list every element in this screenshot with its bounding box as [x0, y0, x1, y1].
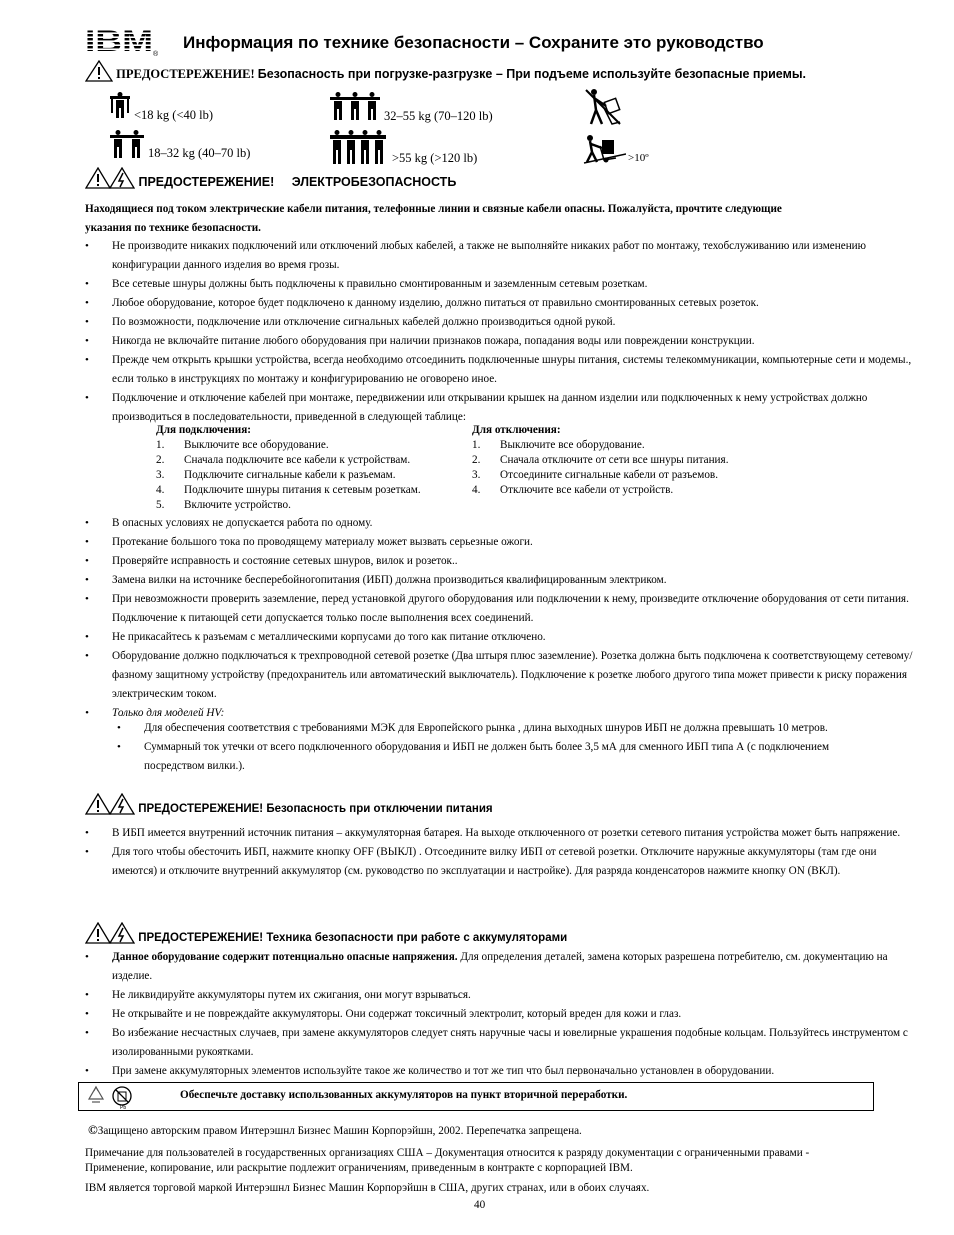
multi-person-lift-icon [330, 130, 386, 164]
recycle-icon [85, 1085, 107, 1107]
battery-heading-text: Техника безопасности при работе с аккумуляторами [266, 932, 568, 944]
power-off-heading-prefix: ПРЕДОСТЕРЕЖЕНИЕ! [138, 803, 264, 815]
two-person-lift-icon [110, 130, 144, 158]
battery-first-bold: Данное оборудование содержит потенциально опасные напряжения. [112, 951, 458, 963]
step-row: 4. Отключите все кабели от устройств. [472, 484, 674, 496]
list-item: • В ИБП имеется внутренний источник питания – аккумуляторная батарея. На выходе отключенного от розетки сетевого питания устройства может быть напряжение. [83, 824, 913, 843]
list-item: • Во избежание несчастных случаев, при замене аккумуляторов следует снять наручные часы и ювелирные украшения подобные кольцам. Пользуйтесь инструментом с изолированными рукоятками. [83, 1024, 923, 1062]
list-item: • В опасных условиях не допускается работа по одному. [83, 514, 913, 533]
three-person-lift-icon [330, 92, 380, 120]
step-row: 5. Включите устройство. [156, 499, 291, 511]
electrical-heading-prefix: ПРЕДОСТЕРЕЖЕНИЕ! [138, 175, 275, 189]
list-item: • Только для моделей HV: [83, 704, 913, 723]
step-text: Включите устройство. [184, 499, 291, 511]
electrical-intro-line2: указания по технике безопасности. [85, 222, 261, 234]
recycle-text: Обеспечьте доставку использованных аккумуляторов на пункт вторичной переработки. [180, 1089, 628, 1101]
disconnect-steps [472, 423, 792, 498]
step-row: 3. Подключите сигнальные кабели к разъемам. [156, 469, 396, 481]
list-item: • По возможности, подключение или отключение сигнальных кабелей должно производиться одной рукой. [83, 313, 913, 332]
battery-heading-prefix: ПРЕДОСТЕРЕЖЕНИЕ! [138, 932, 264, 944]
government-note-line1: Примечание для пользователей в государственных организациях США – Документация относится к разряду документации с ограниченными правами - [85, 1147, 810, 1159]
electrical-heading [85, 167, 456, 189]
lift-label-over-55kg: >55 kg (>120 lb) [392, 151, 478, 165]
list-item: • При невозможности проверить заземление, перед установкой другого оборудования или подключении к нему, произведите отключение оборудования от сети питания. Подключение к питающей сети допускается только после выполнения всех соединений. [83, 590, 913, 628]
ibm-logo [83, 26, 158, 58]
step-text: Отключите все кабели от устройств. [500, 484, 674, 496]
battery-heading [85, 922, 567, 944]
list-item: • Суммарный ток утечки от всего подключенного оборудования и ИБП не должен быть более 3,5 мА для сменного ИБП типа А (с подключением посредством вилки.). [115, 738, 885, 776]
battery-first-rest: Для определения деталей, замена которых разрешена потребителю, см. документацию на изделие. [112, 951, 888, 982]
lift-label-18-32kg: 18–32 kg (40–70 lb) [148, 146, 251, 160]
list-item: • Прежде чем открыть крышки устройства, всегда необходимо отсоединить подключенные шнуры питания, системы телекоммуникации, компьютерные сети и модемы., если только в инструкциях по монтажу и конфигурированию не оговорено иное. [83, 351, 913, 389]
list-item: • Подключение и отключение кабелей при монтаже, передвижении или открывании крышек на данном изделии или подключенных к нему устройствах должно производиться в последовательности, приведенной в следующей таблице: [83, 389, 913, 427]
warning-electric-icon [85, 922, 135, 944]
electrical-intro-line1: Находящиеся под током электрические кабели питания, телефонные линии и связные кабели опасны. Пожалуйста, прочтите следующие [85, 203, 782, 215]
no-hand-truck-icon [582, 86, 624, 128]
step-text: Отсоедините сигнальные кабели от разъемов. [500, 469, 718, 481]
list-item: • Никогда не включайте питание любого оборудования при наличии признаков пожара, попадания воды или повреждении конструкции. [83, 332, 913, 351]
step-row: 1. Выключите все оборудование. [472, 439, 645, 451]
connect-steps [156, 423, 466, 513]
warning-triangle-icon [85, 60, 113, 82]
list-item: • Для обеспечения соответствия с требованиями МЭК для Европейского рынка , длина выходных шнуров ИБП не должна превышать 10 метров. [115, 719, 885, 738]
lift-label-32-55kg: 32–55 kg (70–120 lb) [384, 109, 493, 123]
step-text: Сначала подключите все кабели к устройствам. [184, 454, 411, 466]
copyright-icon: © [88, 1122, 98, 1137]
list-item: • Не производите никаких подключений или отключений любых кабелей, а также не выполняйте никаких работ по монтажу, техобслуживанию или изменению конфигурации данного изделия во время грозы. [83, 237, 913, 275]
lifting-warning [85, 60, 806, 82]
power-off-list [83, 824, 913, 881]
lifting-warning-text: Безопасность при погрузке-разгрузке – При подъеме используйте безопасные приемы. [257, 67, 806, 81]
disconnect-header: Для отключения: [472, 424, 561, 436]
list-item: • Оборудование должно подключаться к трехпроводной сетевой розетке (Два штыря плюс заземление). Розетка должна быть подключена к соответствующему сетевому/фазному защитному устройству (предохранитель или автоматический выключатель). Подключение к розетке любого другого типа может привести к риску поражения электрическим током. [83, 647, 913, 704]
page-number: 40 [474, 1199, 486, 1211]
government-note-line2: Применение, копирование, или раскрытие подлежит ограничениям, приведенным в контракте с корпорацией IBM. [85, 1162, 633, 1174]
trademark-note: IBM является торговой маркой Интерэшнл Бизнес Машин Корпорэйшн в США, других странах, или в обоих случаях. [85, 1182, 650, 1194]
step-text: Сначала отключите от сети все шнуры питания. [500, 454, 729, 466]
copyright-text: Защищено авторским правом Интерэшнл Бизнес Машин Корпорэйшн, 2002. Перепечатка запрещена. [97, 1125, 582, 1137]
list-item: • Протекание большого тока по проводящему материалу может вызвать серьезные ожоги. [83, 533, 913, 552]
electrical-list-a [83, 237, 913, 427]
pb-label: Pb [120, 1105, 127, 1109]
connect-header: Для подключения: [156, 424, 251, 436]
logo-text: IBM [85, 26, 153, 58]
power-off-heading [85, 793, 493, 815]
warning-electric-icon [85, 167, 135, 189]
no-trash-icon [111, 1085, 133, 1109]
lift-label-under-18kg: <18 kg (<40 lb) [134, 108, 214, 122]
page-title: Информация по технике безопасности – Сохраните это руководство [183, 33, 764, 52]
power-off-heading-text: Безопасность при отключении питания [266, 803, 493, 815]
battery-list [83, 948, 923, 1081]
step-row: 2. Сначала отключите от сети все шнуры питания. [472, 454, 729, 466]
copyright-line [88, 1120, 582, 1141]
step-row: 3. Отсоедините сигнальные кабели от разъемов. [472, 469, 718, 481]
list-item: • Любое оборудование, которое будет подключено к данному изделию, должно питаться от правильно смонтированных сетевых розеток. [83, 294, 913, 313]
electrical-intro [85, 200, 782, 238]
lifting-warning-prefix: ПРЕДОСТЕРЕЖЕНИЕ! [116, 67, 255, 81]
hand-truck-slope-icon [582, 134, 626, 164]
list-item: • Замена вилки на источнике бесперебойногопитания (ИБП) должна производиться квалифицированным электриком. [83, 571, 913, 590]
government-note [85, 1146, 809, 1176]
list-item: • Не открывайте и не повреждайте аккумуляторы. Они содержат токсичный электролит, который вреден для кожи и глаз. [83, 1005, 923, 1024]
list-item: • Все сетевые шнуры должны быть подключены к правильно смонтированным и заземленным сетевым розеткам. [83, 275, 913, 294]
step-row: 2. Сначала подключите все кабели к устройствам. [156, 454, 411, 466]
step-text: Подключите шнуры питания к сетевым розеткам. [184, 484, 421, 496]
step-text: Выключите все оборудование. [500, 439, 645, 451]
step-row: 1. Выключите все оборудование. [156, 439, 329, 451]
list-item: • Для того чтобы обесточить ИБП, нажмите кнопку OFF (ВЫКЛ) . Отсоедините вилку ИБП от сетевой розетки. Отключите наружные аккумуляторы (там где они имеются) и отключите внутренний аккумулятор (см. руководство по эксплуатации и настройке). Для разряда конденсаторов нажмите кнопку ON (ВКЛ). [83, 843, 913, 881]
list-item: • Не ликвидируйте аккумуляторы путем их сжигания, они могут взрываться. [83, 986, 923, 1005]
list-item: • Проверяйте исправность и состояние сетевых шнуров, вилок и розеток.. [83, 552, 913, 571]
electrical-heading-text: ЭЛЕКТРОБЕЗОПАСНОСТЬ [291, 175, 457, 189]
warning-electric-icon [85, 793, 135, 815]
list-item [83, 948, 923, 986]
step-text: Выключите все оборудование. [184, 439, 329, 451]
list-item: • При замене аккумуляторных элементов используйте такое же количество и тот же тип что был первоначально установлен в оборудовании. [83, 1062, 923, 1081]
step-text: Подключите сигнальные кабели к разъемам. [184, 469, 396, 481]
slope-label: >10º [628, 152, 649, 164]
one-person-lift-icon [110, 92, 130, 118]
logo-registered-mark: ® [153, 51, 158, 58]
list-item: • Не прикасайтесь к разъемам с металлическими корпусами до того как питание отключено. [83, 628, 913, 647]
step-row: 4. Подключите шнуры питания к сетевым розеткам. [156, 484, 421, 496]
electrical-list-b [83, 514, 913, 723]
hv-list [115, 719, 885, 776]
